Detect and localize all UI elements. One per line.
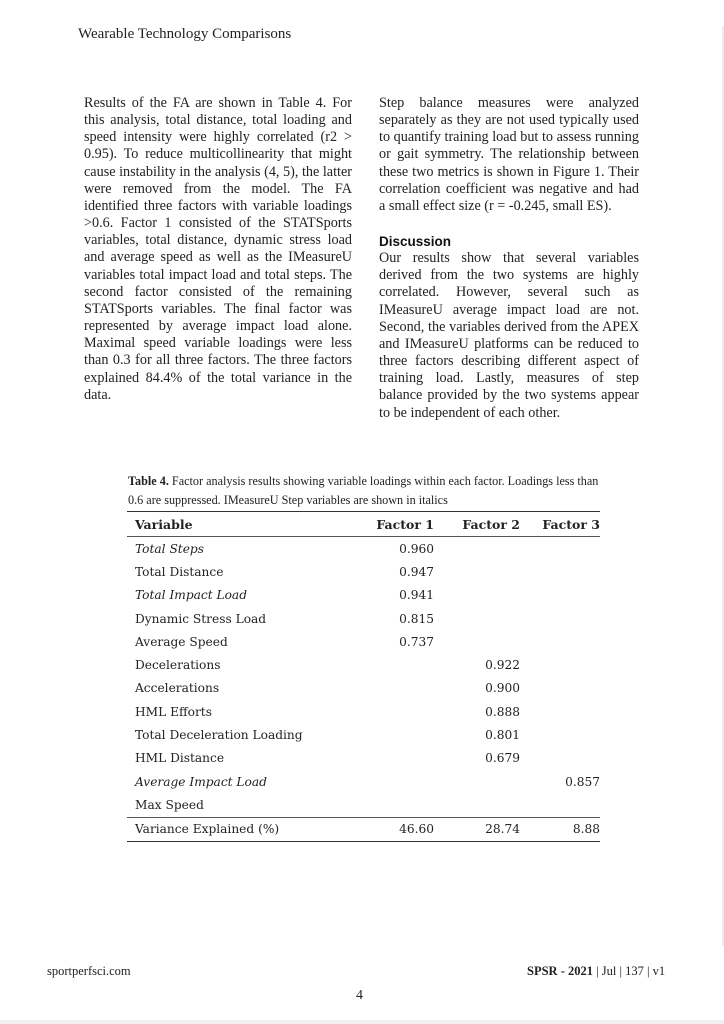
row-factor-2 <box>434 630 520 653</box>
row-factor-1: 0.737 <box>399 634 434 649</box>
table-row <box>127 700 600 723</box>
table-row <box>127 793 600 817</box>
table-caption <box>128 472 608 509</box>
row-factor-2: 0.888 <box>485 704 520 719</box>
row-factor-1 <box>361 793 434 817</box>
row-factor-3 <box>520 584 600 607</box>
step-balance-paragraph: Step balance measures were analyzed separately as they are not used typically used to quantify training load but to assess running or gait symmetry. The relationship between these two metrics is shown in Figure 1. Their correlation coefficient was negative and had a small effect size (r = -0.245, small ES). <box>379 95 639 214</box>
row-variable: Max Speed <box>135 797 204 812</box>
page-number: 4 <box>356 988 363 1003</box>
row-factor-3 <box>520 700 600 723</box>
row-variable: Decelerations <box>135 658 221 673</box>
row-factor-2 <box>434 793 520 817</box>
row-factor-3 <box>520 793 600 817</box>
row-factor-2 <box>434 607 520 630</box>
row-factor-2 <box>434 584 520 607</box>
table-caption-label: Table 4. <box>128 474 169 488</box>
row-factor-1 <box>361 770 434 793</box>
row-factor-1: 0.941 <box>399 588 434 603</box>
header-variable: Variable <box>135 516 193 532</box>
row-variable: HML Efforts <box>135 704 212 719</box>
row-factor-2: 0.900 <box>485 681 520 696</box>
row-factor-3 <box>520 537 600 561</box>
row-factor-3 <box>520 653 600 676</box>
variance-factor-3: 8.88 <box>572 822 600 837</box>
row-variable: Average Speed <box>135 634 228 649</box>
row-variable: Total Distance <box>135 564 224 579</box>
discussion-heading: Discussion <box>379 234 452 250</box>
variance-factor-1: 46.60 <box>399 822 434 837</box>
row-factor-2: 0.801 <box>485 728 520 743</box>
row-factor-3 <box>520 630 600 653</box>
table-row <box>127 677 600 700</box>
running-head: Wearable Technology Comparisons <box>78 26 292 42</box>
table-row <box>127 770 600 793</box>
row-factor-2 <box>434 537 520 561</box>
row-factor-3 <box>520 560 600 583</box>
table-row <box>127 584 600 607</box>
table-row <box>127 653 600 676</box>
row-factor-3 <box>520 747 600 770</box>
row-factor-1 <box>361 700 434 723</box>
discussion-paragraph: Our results show that several variables derived from the two systems are highly correlated. However, several such as IMeasureU average impact load are not. Second, the variables derived from the APEX and IMeasureU platforms can be reduced to three factors describing different aspect of training load. Lastly, measures of step balance provided by the two systems appear to be independent of each other. <box>379 250 639 421</box>
header-factor-2: Factor 2 <box>462 516 520 532</box>
row-factor-3 <box>520 723 600 746</box>
footer-journal-bold: SPSR - 2021 <box>527 964 593 978</box>
table-row <box>127 723 600 746</box>
footer-journal-rest: | Jul | 137 | v1 <box>592 964 666 978</box>
row-factor-3: 0.857 <box>565 774 600 789</box>
row-variable: Total Impact Load <box>135 588 247 603</box>
row-factor-1 <box>361 723 434 746</box>
row-factor-2: 0.922 <box>485 658 520 673</box>
table-row <box>127 747 600 770</box>
variance-label: Variance Explained (%) <box>135 822 280 837</box>
table-body <box>127 537 600 818</box>
row-factor-2 <box>434 770 520 793</box>
table-row <box>127 630 600 653</box>
row-factor-3 <box>520 677 600 700</box>
row-variable: HML Distance <box>135 751 225 766</box>
table-row <box>127 607 600 630</box>
row-factor-1: 0.815 <box>399 611 434 626</box>
row-factor-2: 0.679 <box>485 751 520 766</box>
table-header-row <box>127 512 600 537</box>
row-factor-1 <box>361 677 434 700</box>
header-factor-1: Factor 1 <box>376 516 434 532</box>
row-factor-1 <box>361 653 434 676</box>
row-variable: Accelerations <box>135 681 220 696</box>
right-column <box>379 95 639 422</box>
variance-factor-2: 28.74 <box>485 822 520 837</box>
footer-journal <box>527 964 665 979</box>
page-bottom-edge <box>0 1020 724 1024</box>
row-variable: Dynamic Stress Load <box>135 611 267 626</box>
factor-analysis-table <box>127 511 600 842</box>
row-variable: Total Steps <box>135 541 204 556</box>
row-factor-3 <box>520 607 600 630</box>
header-factor-3: Factor 3 <box>542 516 600 532</box>
table-row <box>127 537 600 561</box>
row-variable: Total Deceleration Loading <box>135 728 303 743</box>
row-variable: Average Impact Load <box>135 774 267 789</box>
row-factor-1: 0.947 <box>399 564 434 579</box>
table-caption-text: Factor analysis results showing variable loadings within each factor. Loadings less than 0.6 are suppressed. IMeasureU Step variables are shown in italics <box>128 474 599 507</box>
row-factor-1 <box>361 747 434 770</box>
footer-site: sportperfsci.com <box>47 964 131 978</box>
left-column <box>84 95 352 404</box>
table-row <box>127 560 600 583</box>
results-paragraph: Results of the FA are shown in Table 4. For this analysis, total distance, total loading and speed intensity were highly correlated (r2 > 0.95). To reduce multicollinearity that might cause instability in the analysis (4, 5), the latter were removed from the model. The FA identified three factors with variable loadings >0.6. Factor 1 consisted of the STATSports variables, total distance, dynamic stress load and average speed as well as the IMeasureU variables total impact load and total steps. The second factor consisted of the remaining STATSports variables. The final factor was represented by average impact load alone. Maximal speed variable loadings were less than 0.3 for all three factors. The three factors explained 84.4% of the total variance in the data. <box>84 95 352 403</box>
row-factor-1: 0.960 <box>399 541 434 556</box>
variance-explained-row <box>127 817 600 841</box>
row-factor-2 <box>434 560 520 583</box>
